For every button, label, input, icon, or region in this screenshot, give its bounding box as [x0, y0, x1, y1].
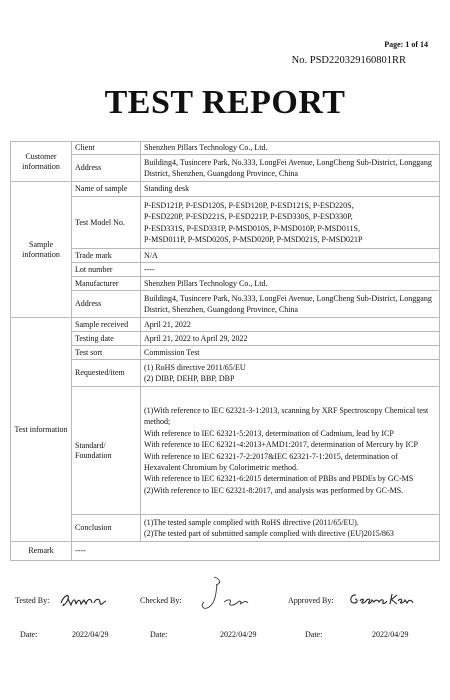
sample-received-value: April 21, 2022 [141, 318, 440, 332]
testing-date-value: April 21, 2022 to April 29, 2022 [141, 332, 440, 346]
standard-line: With reference to IEC 62321-5:2013, determination of Cadmium, lead by ICP [144, 428, 394, 438]
standard-line: (1)With reference to IEC 62321-3-1:2013, scanning by XRF Spectroscopy Chemical test method; [144, 405, 429, 427]
standard-value [141, 387, 440, 515]
client-value: Shenzhen Pillars Technology Co., Ltd. [141, 142, 440, 155]
table-row [11, 332, 440, 346]
lot-number-label: Lot number [72, 263, 141, 277]
model-list [141, 197, 440, 249]
testing-date-label: Testing date [72, 332, 141, 346]
sample-received-label: Sample received [72, 318, 141, 332]
table-row [11, 155, 440, 182]
approved-by-label: Approved By: [288, 596, 334, 605]
remark-value: ---- [72, 542, 440, 561]
customer-address-value: Building4, Tusincere Park, No.333, LongFei Avenue, LongCheng Sub-District, Longgang District, Shenzhen, Guangdong Province, China [141, 155, 440, 182]
manufacturer-label: Manufacturer [72, 277, 141, 291]
lot-number-value: ---- [141, 263, 440, 277]
tested-by-signature [58, 589, 110, 611]
standard-line: With reference to IEC 62321-6:2015 determination of PBBs and PBDEs by GC-MS [144, 474, 414, 484]
table-row [11, 387, 440, 515]
date-label: Date: [150, 630, 168, 639]
standard-line: With reference to IEC 62321-7-2:2017&IEC 62321-7-1:2015, determination of Hexavalent Chromium by Colorimetric method. [144, 451, 398, 472]
manufacturer-address-label: Address [72, 291, 141, 318]
requested-line: (1) RoHS directive 2011/65/EU [144, 362, 246, 372]
page-number: Page: 1 of 14 [384, 40, 428, 49]
manufacturer-value: Shenzhen Pillars Technology Co., Ltd. [141, 277, 440, 291]
report-table [10, 141, 440, 561]
report-title: TEST REPORT [104, 84, 346, 121]
date-checked: 2022/04/29 [220, 630, 257, 639]
test-sort-value: Commission Test [141, 346, 440, 360]
sample-name-label: Name of sample [72, 182, 141, 197]
model-line: P-ESD121P, P-ESD120S, P-ESD120P, P-ESD121S, P-ESD220S, [144, 200, 354, 210]
table-row [11, 318, 440, 332]
section-test: Test information [11, 318, 72, 542]
model-label: Test Model No. [72, 197, 141, 249]
test-sort-label: Test sort [72, 346, 141, 360]
table-row [11, 515, 440, 542]
table-row [11, 346, 440, 360]
table-row [11, 277, 440, 291]
client-label: Client [72, 142, 141, 155]
requested-line: (2) DIBP, DEHP, BBP, DBP [144, 374, 235, 383]
tested-by-label: Tested By: [15, 596, 50, 605]
section-customer: Customer information [11, 142, 72, 182]
standard-line: (2)With reference to IEC 62321-8:2017, and analysis was performed by GC-MS. [144, 485, 404, 495]
conclusion-label: Conclusion [72, 515, 141, 542]
approved-by-signature [348, 590, 416, 608]
standard-label: Standard/ Foundation [72, 387, 141, 515]
date-label: Date: [305, 630, 323, 639]
model-line: P-ESD331S, P-ESD331P, P-MSD010S, P-MSD010P, P-MSD011S, [144, 223, 360, 233]
signature-row [0, 585, 450, 615]
table-row [11, 360, 440, 387]
remark-label: Remark [11, 542, 72, 561]
section-sample: Sample information [11, 182, 72, 318]
customer-address-label: Address [72, 155, 141, 182]
model-line: P-ESD220P, P-ESD221S, P-ESD221P, P-ESD330S, P-ESD330P, [144, 212, 353, 222]
date-tested: 2022/04/29 [72, 630, 109, 639]
checked-by-signature [196, 575, 258, 615]
table-row [11, 542, 440, 561]
trade-mark-label: Trade mark [72, 249, 141, 263]
sample-name-value: Standing desk [141, 182, 440, 197]
table-row [11, 249, 440, 263]
table-row [11, 291, 440, 318]
report-number: No. PSD220329160801RR [291, 55, 406, 66]
table-row [11, 197, 440, 249]
table-row [11, 182, 440, 197]
date-label: Date: [20, 630, 38, 639]
checked-by-label: Checked By: [140, 596, 182, 605]
model-line: P-MSD011P, P-MSD020S, P-MSD020P, P-MSD021S, P-MSD021P [144, 234, 363, 244]
conclusion-line: (1)The tested sample complied with RoHS directive (2011/65/EU). [144, 517, 359, 527]
manufacturer-address-value: Building4, Tusincere Park, No.333, LongFei Avenue, LongCheng Sub-District, Longgang District, Shenzhen, Guangdong Province, China [141, 291, 440, 318]
requested-item-value [141, 360, 440, 387]
conclusion-value [141, 515, 440, 542]
table-row [11, 263, 440, 277]
requested-item-label: Requested/item [72, 360, 141, 387]
conclusion-line: (2)The tested part of submitted sample complied with directive (EU)2015/863 [144, 529, 394, 538]
trade-mark-value: N/A [141, 249, 440, 263]
standard-line: With reference to IEC 62321-4:2013+AMD1:2017, determination of Mercury by ICP [144, 440, 418, 450]
table-row [11, 142, 440, 155]
date-approved: 2022/04/29 [372, 630, 409, 639]
